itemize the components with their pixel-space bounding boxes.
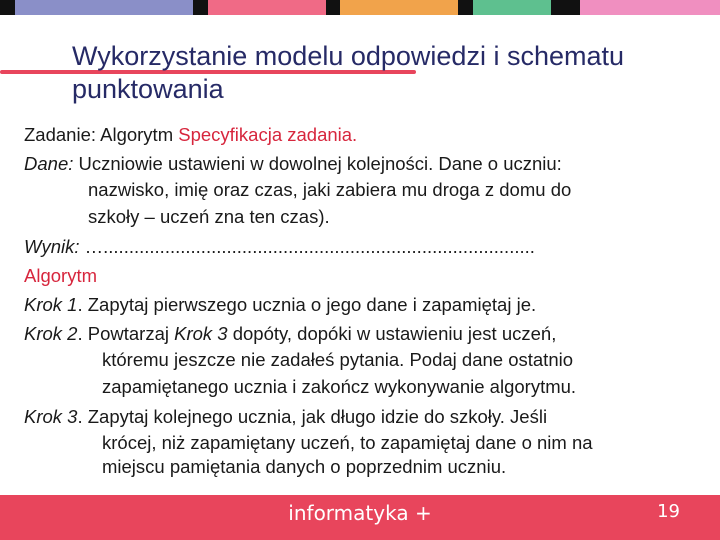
output-label: Wynik: <box>24 236 80 257</box>
top-bar-segment-blue <box>15 0 193 15</box>
input-continuation-2: szkoły – uczeń zna ten czas). <box>88 206 330 227</box>
top-bar-segment-pink <box>208 0 326 15</box>
footer-brand: informatyka + <box>288 501 432 525</box>
top-color-bar <box>0 0 720 15</box>
input-continuation-1: nazwisko, imię oraz czas, jaki zabiera mu droga z domu do <box>88 179 572 200</box>
slide-body <box>24 120 704 479</box>
step-2-label: Krok 2 <box>24 323 78 344</box>
step-2-text-a: . Powtarzaj <box>77 323 175 344</box>
task-label: Zadanie: Algorytm <box>24 124 179 145</box>
slide-title: Wykorzystanie modelu odpowiedzi i schematu punktowania <box>72 41 625 104</box>
step-3-continuation-1: krócej, niż zapamiętany uczeń, to zapamiętaj dane o nim na <box>102 432 593 453</box>
step-3-line <box>24 402 704 431</box>
step-3-label: Krok 3 <box>24 406 78 427</box>
step-3-text: . Zapytaj kolejnego ucznia, jak długo idzie do szkoły. Jeśli <box>77 406 548 427</box>
task-line <box>24 120 704 149</box>
step-1-text: . Zapytaj pierwszego ucznia o jego dane i zapamiętaj je. <box>77 294 537 315</box>
step-2-continuation-1: któremu jeszcze nie zadałeś pytania. Podaj dane ostatnio <box>102 349 574 370</box>
footer-bar <box>0 495 720 540</box>
output-line <box>24 232 704 261</box>
input-label: Dane: <box>24 153 74 174</box>
step-2-reference: Krok 3 <box>174 323 228 344</box>
step-1-label: Krok 1 <box>24 294 78 315</box>
top-bar-segment-green <box>473 0 551 15</box>
top-bar-segment-light-pink <box>580 0 720 15</box>
top-bar-segment-orange <box>340 0 458 15</box>
step-1-line <box>24 290 704 319</box>
step-2-line <box>24 319 704 348</box>
page-number: 19 <box>657 501 680 522</box>
task-specification: Specyfikacja zadania. <box>178 124 358 145</box>
output-dots: ….................................................................................... <box>79 236 535 257</box>
input-text: Uczniowie ustawieni w dowolnej kolejności. Dane o uczniu: <box>73 153 562 174</box>
input-line <box>24 149 704 178</box>
step-2-text-b: dopóty, dopóki w ustawieniu jest uczeń, <box>227 323 557 344</box>
step-2-continuation-2: zapamiętanego ucznia i zakończ wykonywanie algorytmu. <box>102 376 577 397</box>
step-3-continuation-2: miejscu pamiętania danych o poprzednim uczniu. <box>102 456 507 477</box>
algorithm-heading: Algorytm <box>24 265 97 286</box>
